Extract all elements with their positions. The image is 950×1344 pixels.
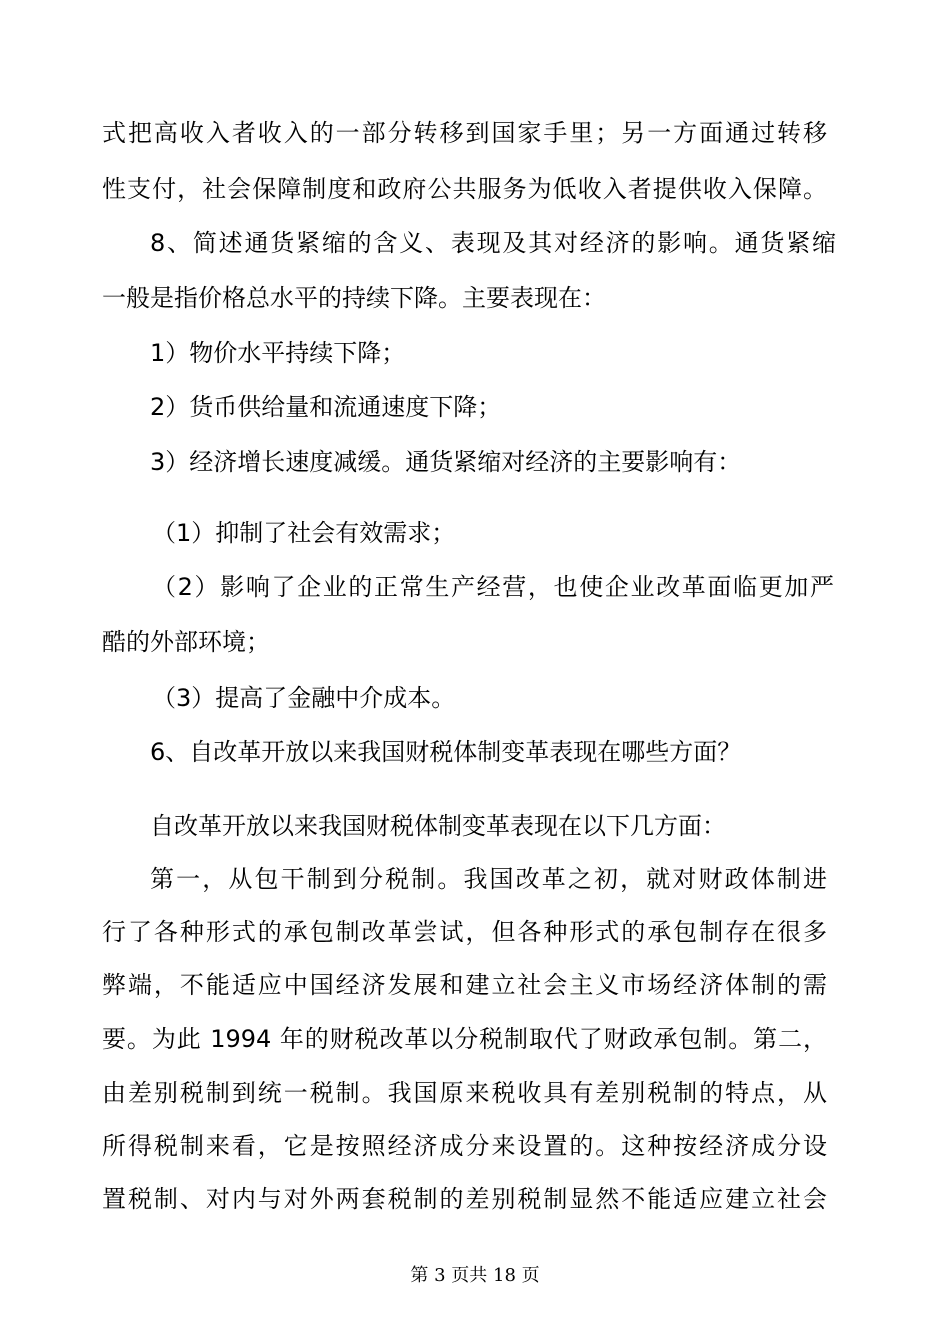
text-line: 式把高收入者收入的一部分转移到国家手里；另一方面通过转移: [102, 119, 827, 147]
text-line: 第一，从包干制到分税制。我国改革之初，就对财政体制进: [150, 865, 827, 893]
text-line: 酷的外部环境；: [102, 628, 270, 656]
list-item: （1）抑制了社会有效需求；: [152, 519, 456, 547]
text-line: 所得税制来看，它是按照经济成分来设置的。这种按经济成分设: [102, 1132, 827, 1160]
list-item: 2）货币供给量和流通速度下降；: [150, 393, 502, 421]
list-item: 3）经济增长速度减缓。通货紧缩对经济的主要影响有：: [150, 448, 742, 476]
text-line: 一般是指价格总水平的持续下降。主要表现在：: [102, 284, 606, 312]
text-line: 要。为此 1994 年的财税改革以分税制取代了财政承包制。第二，: [102, 1025, 827, 1053]
list-item: （3）提高了金融中介成本。: [152, 684, 456, 712]
text-line: 弊端，不能适应中国经济发展和建立社会主义市场经济体制的需: [102, 971, 827, 999]
text-line: 自改革开放以来我国财税体制变革表现在以下几方面：: [150, 812, 726, 840]
question-6-heading: 6、自改革开放以来我国财税体制变革表现在哪些方面？: [150, 738, 742, 766]
page-footer: 第 3 页共 18 页: [410, 1265, 540, 1286]
list-item: 1）物价水平持续下降；: [150, 339, 406, 367]
text-line: 置税制、对内与对外两套税制的差别税制显然不能适应建立社会: [102, 1185, 827, 1213]
text-line: 行了各种形式的承包制改革尝试，但各种形式的承包制存在很多: [102, 918, 827, 946]
question-8-heading: 8、简述通货紧缩的含义、表现及其对经济的影响。通货紧缩: [150, 229, 836, 257]
list-item: （2）影响了企业的正常生产经营，也使企业改革面临更加严: [152, 573, 834, 601]
text-line: 性支付，社会保障制度和政府公共服务为低收入者提供收入保障。: [102, 175, 827, 203]
text-line: 由差别税制到统一税制。我国原来税收具有差别税制的特点，从: [102, 1079, 827, 1107]
